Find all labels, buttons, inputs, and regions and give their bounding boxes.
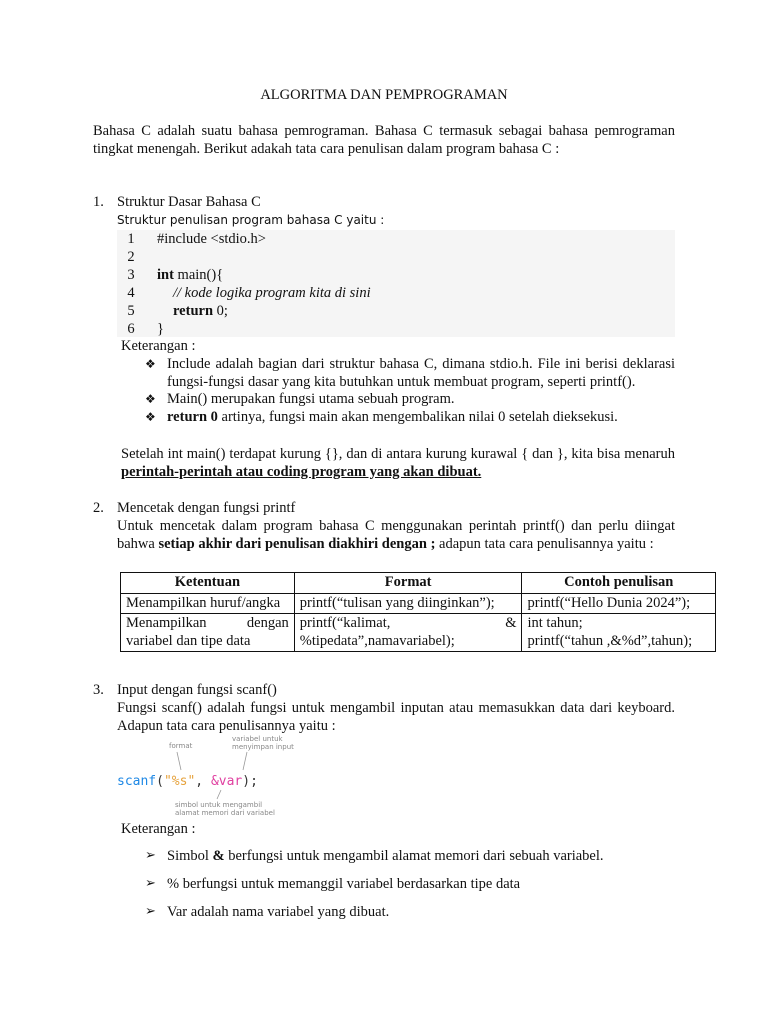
table-cell	[121, 614, 295, 652]
section-2-paragraph	[117, 518, 675, 553]
list-item	[145, 356, 675, 391]
table-row	[121, 614, 716, 652]
label-amp-1: simbol untuk mengambil	[175, 801, 263, 809]
cell-text: %tipedata”,namavariabel);	[299, 632, 455, 649]
bullet-text: Include adalah bagian dari struktur bahasa C, dimana stdio.h. File ini berisi deklarasi fungsi-fungsi dasar yang kita butuhkan untuk membuat program, seperti printf().	[167, 356, 675, 390]
cell-text: printf(“kalimat,	[299, 615, 391, 631]
line-number: 2	[127, 249, 135, 265]
item-pre: Simbol	[167, 848, 213, 864]
bullet-list	[145, 356, 675, 426]
section-number: 2.	[93, 500, 104, 516]
line-number: 3	[127, 267, 135, 283]
code-fn: scanf	[117, 774, 157, 789]
section-number: 1.	[93, 194, 104, 210]
code-line	[117, 302, 675, 320]
bullet-bold: return 0	[167, 408, 218, 425]
section-title: Input dengan fungsi scanf()	[117, 682, 277, 698]
code-line	[117, 248, 675, 266]
table-header-row	[121, 573, 716, 594]
column-header: Ketentuan	[121, 573, 295, 594]
table-row	[121, 593, 716, 614]
pointer-line	[217, 790, 221, 799]
note-emphasis: perintah-perintah atau coding program yang akan dibuat.	[121, 463, 482, 480]
cell-text: printf(“tahun ,&%d”,tahun);	[527, 632, 693, 649]
code-comment: // kode logika program kita di sini	[173, 285, 371, 301]
cell-text: Menampilkan	[126, 615, 207, 631]
code-comma: ,	[195, 774, 211, 789]
diamond-bullet-icon: ❖	[145, 392, 156, 406]
item-bold: &	[212, 848, 225, 864]
list-item	[145, 391, 675, 409]
section-2-heading	[93, 500, 295, 517]
cell-text: &	[505, 615, 517, 631]
scanf-diagram	[117, 735, 317, 825]
list-item	[145, 409, 675, 427]
arrow-bullet-icon: ➢	[145, 848, 156, 863]
code-line	[117, 266, 675, 284]
bullet-text: Main() merupakan fungsi utama sebuah program.	[167, 391, 455, 407]
page-title: ALGORITMA DAN PEMPROGRAMAN	[260, 87, 508, 103]
code-rest: main(){	[173, 267, 224, 283]
para-text: Untuk mencetak dalam program bahasa C menggunakan perintah printf() dan perlu diingat bahwa	[117, 518, 675, 552]
table-cell: Menampilkan huruf/angka	[121, 593, 295, 614]
code-open: (	[156, 774, 164, 789]
cell-text: dengan	[246, 615, 289, 631]
code-text	[173, 302, 228, 320]
section-3-paragraph: Fungsi scanf() adalah fungsi untuk mengambil inputan atau memasukkan data dari keyboard. Adapun tata cara penulisannya yaitu :	[117, 700, 675, 734]
pointer-line	[243, 752, 247, 770]
item-text: Var adalah nama variabel yang dibuat.	[167, 904, 390, 920]
line-number: 5	[127, 303, 135, 319]
pointer-line	[177, 752, 181, 770]
section-1-subheading: Struktur penulisan program bahasa C yaitu :	[117, 213, 385, 227]
code-block	[117, 230, 675, 337]
section-number: 3.	[93, 682, 104, 698]
code-text: #include <stdio.h>	[157, 231, 266, 247]
code-keyword: int	[157, 267, 174, 283]
keterangan-label: Keterangan :	[121, 338, 196, 354]
arrow-bullet-icon: ➢	[145, 876, 156, 891]
scanf-code	[117, 774, 258, 789]
column-header: Format	[294, 573, 522, 594]
section-title: Struktur Dasar Bahasa C	[117, 194, 261, 210]
cell-text: variabel dan tipe data	[126, 632, 251, 649]
item-post: berfungsi untuk mengambil alamat memori dari sebuah variabel.	[224, 848, 604, 864]
label-amp-2: alamat memori dari variabel	[175, 809, 275, 817]
diamond-bullet-icon: ❖	[145, 409, 156, 424]
item-text: % berfungsi untuk memanggil variabel berdasarkan tipe data	[167, 876, 521, 892]
section-1-heading	[93, 194, 261, 211]
code-amp: &	[210, 774, 219, 789]
section-3-heading	[93, 682, 277, 699]
section-1-note	[121, 446, 675, 481]
cell-text: int tahun;	[527, 615, 583, 631]
label-variable-1: variabel untuk	[232, 735, 283, 743]
code-text: }	[157, 321, 164, 337]
line-number: 6	[127, 321, 135, 337]
code-close: );	[242, 774, 258, 789]
keterangan-label: Keterangan :	[121, 821, 196, 837]
table-cell	[294, 614, 522, 652]
diamond-bullet-icon: ❖	[145, 357, 156, 371]
section-title: Mencetak dengan fungsi printf	[117, 500, 296, 516]
line-number: 4	[127, 285, 135, 301]
table-cell	[522, 614, 716, 652]
code-text	[157, 266, 223, 284]
arrow-bullet-icon: ➢	[145, 904, 156, 919]
para-bold: setiap akhir dari penulisan diakhiri dengan ;	[158, 535, 436, 552]
code-line	[117, 284, 675, 302]
printf-table	[120, 572, 716, 652]
label-format: format	[169, 742, 193, 750]
code-line	[117, 320, 675, 338]
scanf-diagram-svg	[117, 735, 317, 825]
bullet-text: artinya, fungsi main akan mengembalikan nilai 0 setelah dieksekusi.	[217, 408, 618, 425]
item-text	[167, 848, 604, 865]
code-rest: 0;	[213, 303, 228, 319]
code-var: var	[218, 774, 243, 789]
code-keyword: return	[173, 303, 214, 319]
column-header: Contoh penulisan	[522, 573, 716, 594]
code-string: "%s"	[163, 774, 196, 789]
table-cell: printf(“tulisan yang diinginkan”);	[294, 593, 522, 614]
intro-paragraph: Bahasa C adalah suatu bahasa pemrograman. Bahasa C termasuk sebagai bahasa pemrograman tingkat menengah. Berikut adakah tata cara penulisan dalam program bahasa C :	[93, 123, 675, 157]
label-variable-2: menyimpan input	[232, 743, 294, 751]
table-cell: printf(“Hello Dunia 2024”);	[522, 593, 716, 614]
para-text: adapun tata cara penulisannya yaitu :	[435, 535, 654, 552]
note-text: Setelah int main() terdapat kurung {}, dan di antara kurung kurawal { dan }, kita bisa menaruh	[121, 446, 675, 462]
code-line	[117, 230, 675, 248]
line-number: 1	[127, 231, 135, 247]
